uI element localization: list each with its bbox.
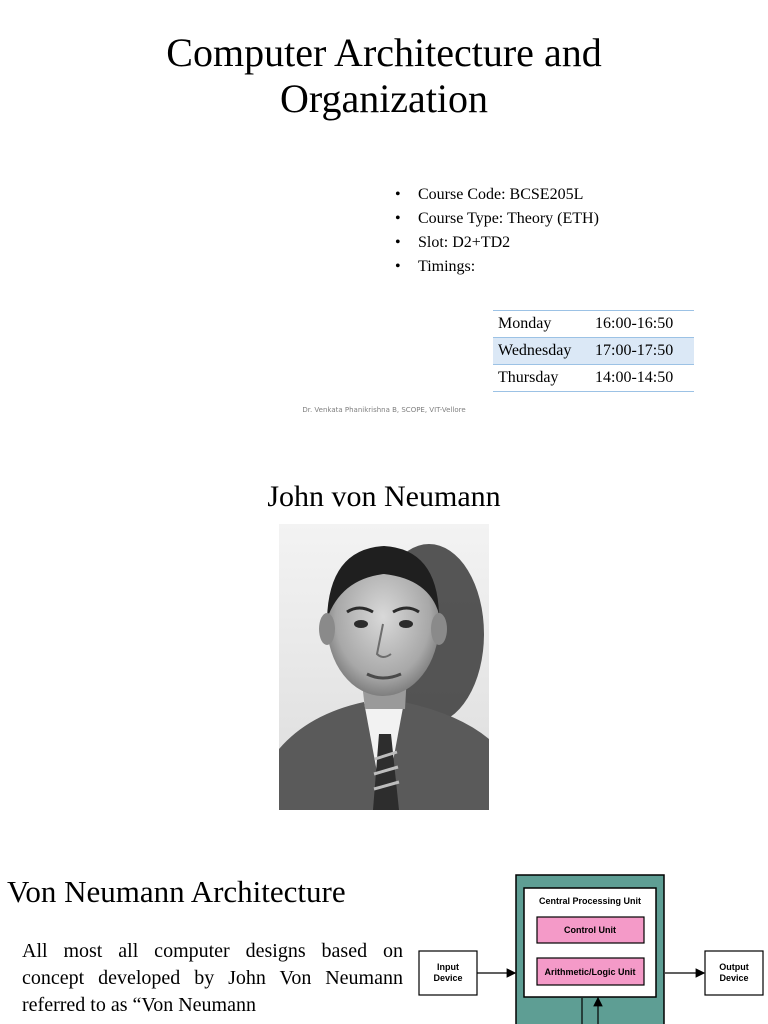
timings-table [493,310,694,392]
time-cell: 16:00-16:50 [590,311,694,338]
cpu-label: Central Processing Unit [538,896,642,906]
bullet-timings: • Timings: [395,255,599,279]
day-cell: Monday [493,311,590,338]
table-row [493,338,694,365]
time-cell: 14:00-14:50 [590,365,694,392]
alu-label: Arithmetic/Logic Unit [544,967,636,977]
body-paragraph: All most all computer designs based on concept developed by John Von Neumann referred to as “Von Neumann [22,940,403,1016]
von-neumann-diagram [415,874,768,1024]
bullet-slot: • Slot: D2+TD2 [395,231,599,255]
input-device-label-1: Input [437,962,459,972]
output-device-label-1: Output [719,962,749,972]
table-row [493,311,694,338]
slide-title: Von Neumann Architecture [7,874,346,909]
day-cell: Wednesday [493,338,590,365]
von-neumann-architecture-slide [0,830,768,1024]
output-device-label-2: Device [719,973,749,983]
day-cell: Thursday [493,365,590,392]
slide-title: John von Neumann [267,480,501,513]
input-device-label-2: Device [433,973,463,983]
bullet-course-code: • Course Code: BCSE205L [395,183,599,207]
von-neumann-portrait-slide [0,440,768,830]
course-details-list [395,183,599,279]
slide-title [0,30,768,122]
slide-footer: Dr. Venkata Phanikrishna B, SCOPE, VIT-Vellore [302,406,466,414]
title-line-2: Organization [279,76,489,121]
control-unit-label: Control Unit [564,925,616,935]
course-info-slide [0,0,768,440]
portrait-photo [279,524,489,810]
table-row [493,365,694,392]
time-cell: 17:00-17:50 [590,338,694,365]
bullet-course-type: • Course Type: Theory (ETH) [395,207,599,231]
title-line-1: Computer Architecture and [166,30,602,75]
